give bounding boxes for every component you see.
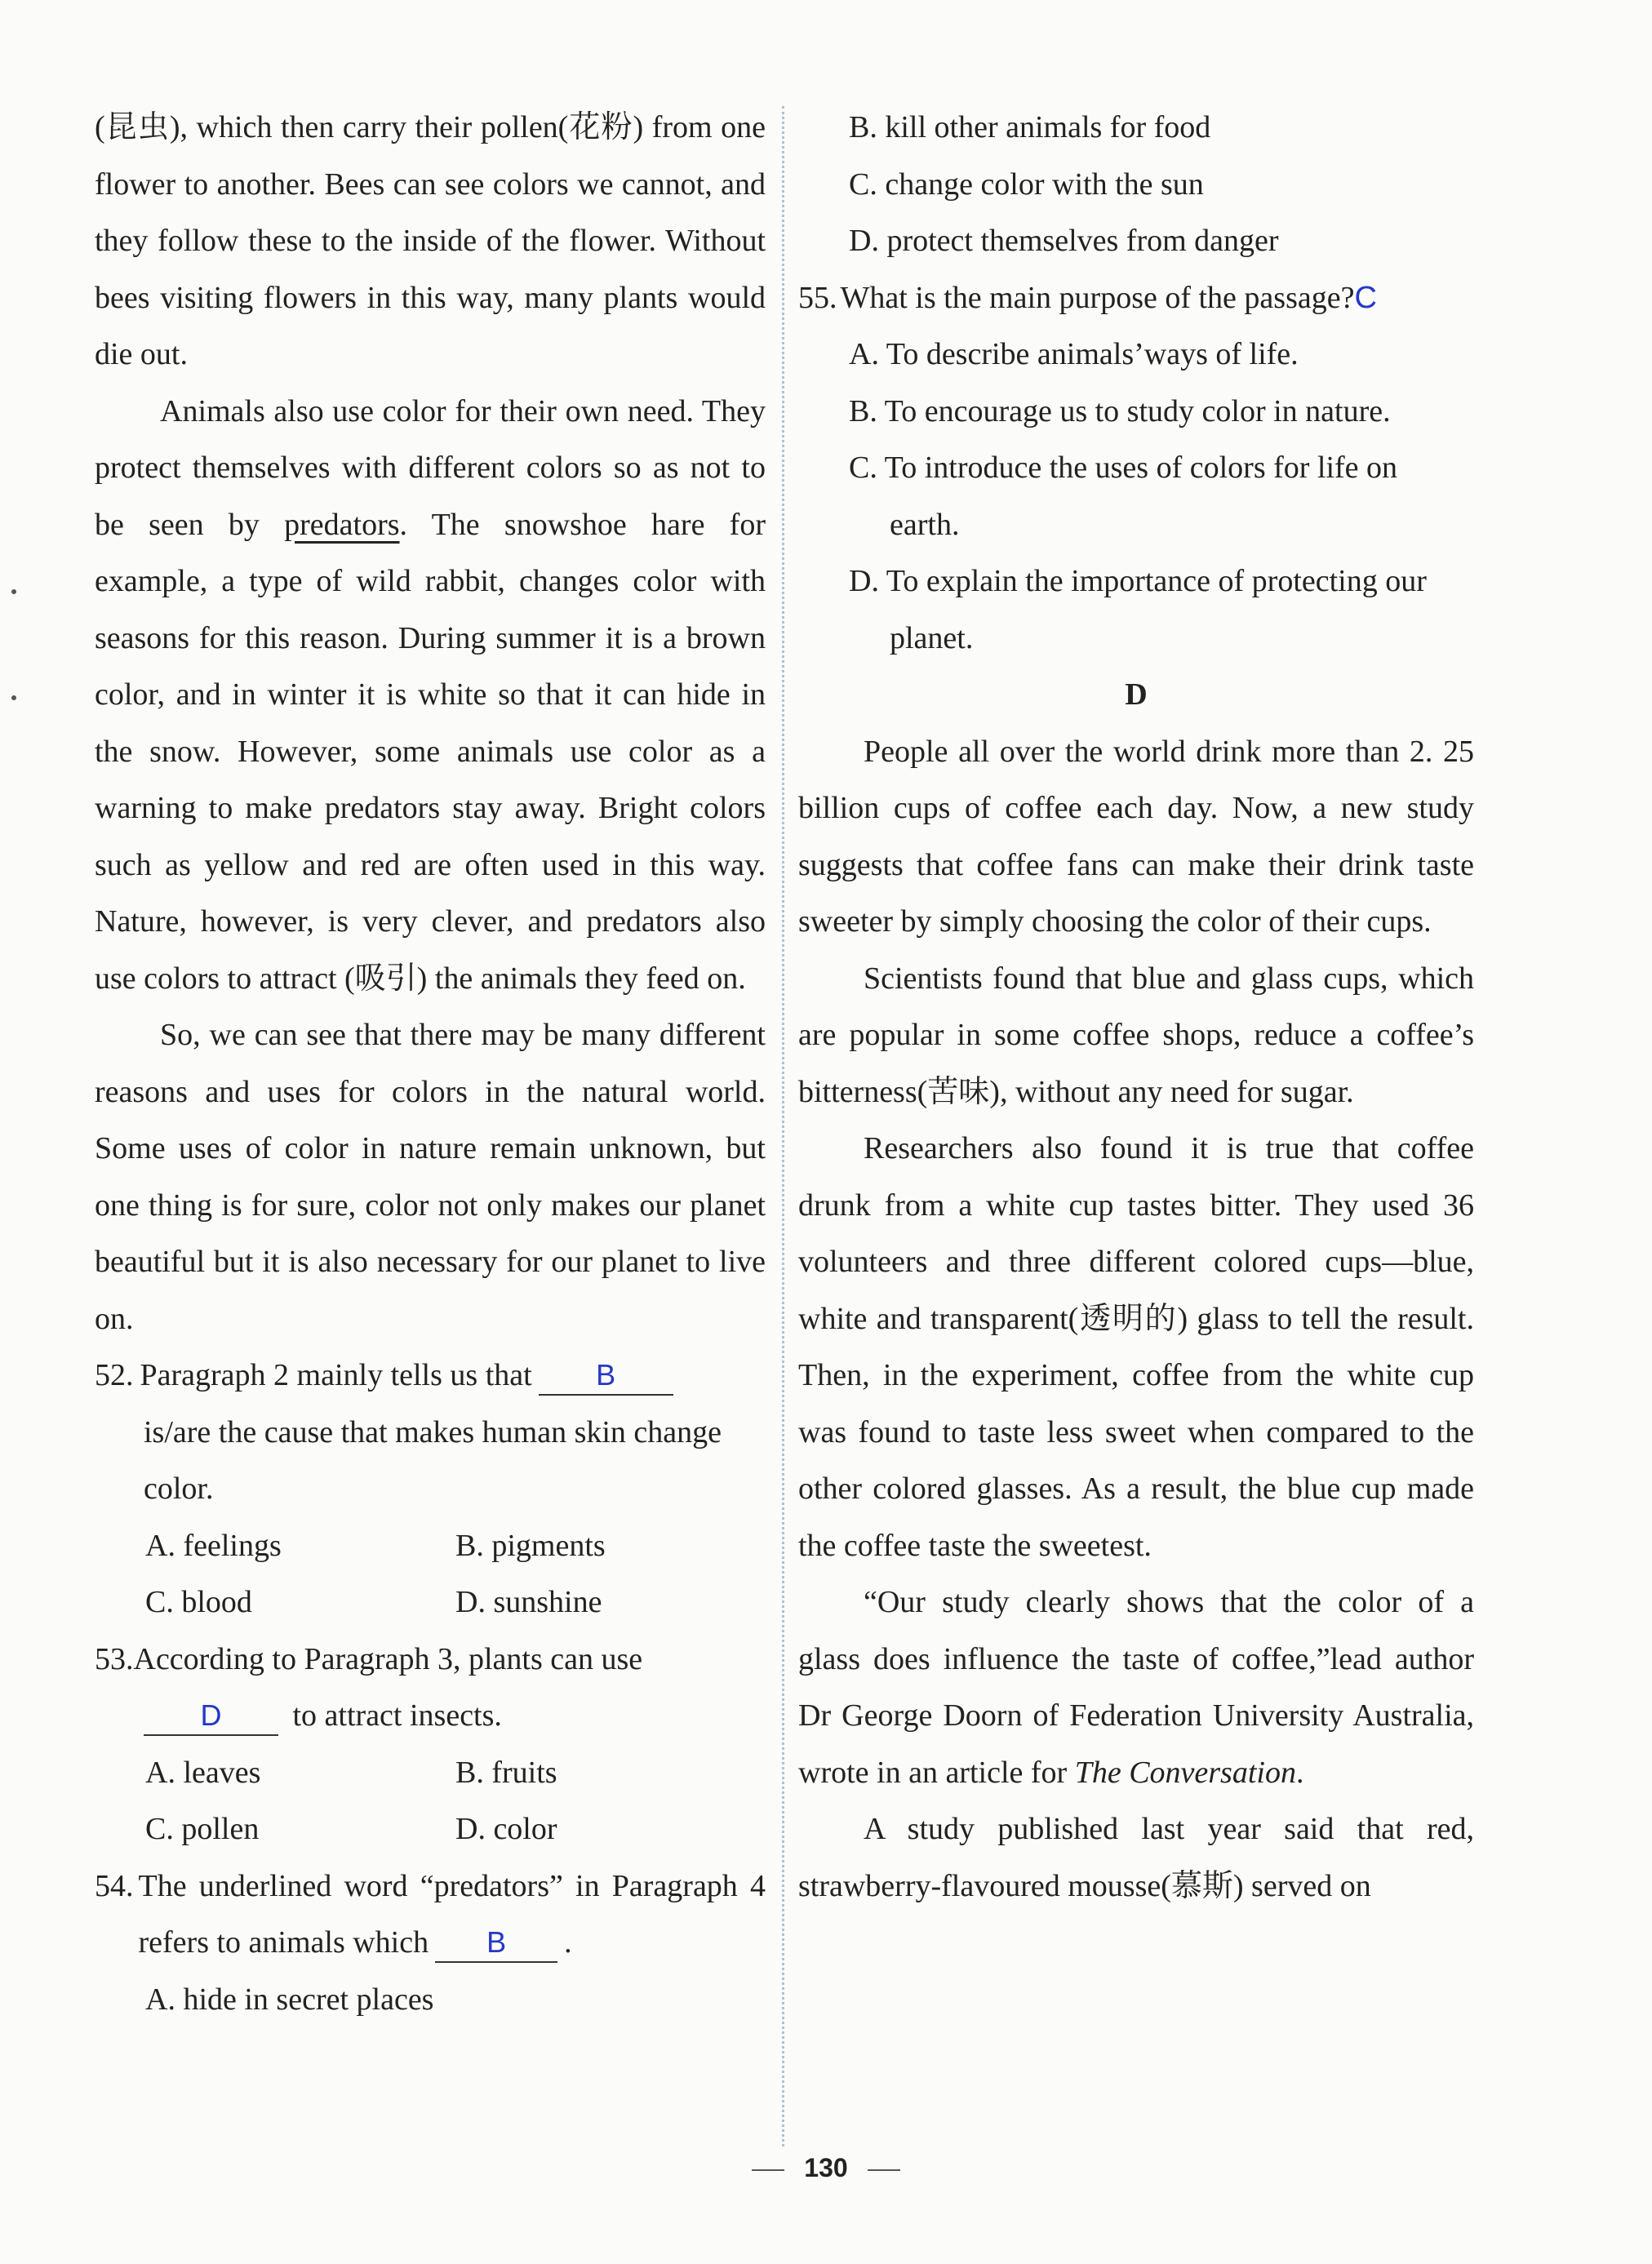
footer-dash (752, 2169, 784, 2171)
margin-dot (11, 695, 16, 700)
option-c[interactable]: C. change color with the sun (849, 166, 1204, 202)
question-55: 55. What is the main purpose of the passage?C A. To describe animals’ways of life. B. To encourage us to study color in nature. C. To introduce the uses of colors for life on earth. D. To explain the importance of protecting our planet. (798, 270, 1474, 668)
options-row (95, 1801, 766, 1858)
option-c[interactable]: C. pollen (145, 1812, 260, 1846)
paragraph-bees: (昆虫), which then carry their pollen(花粉) from one flower to another. Bees can see colors we cannot, and they follow these to the inside of the flower. Without bees visiting flowers in this way, many plants would die out. (95, 110, 766, 371)
page-number: 130 (804, 2153, 848, 2182)
option-d[interactable]: D. To explain the importance of protecting our planet. (849, 564, 1427, 655)
options-row (95, 1745, 766, 1802)
answer-blank[interactable]: D (144, 1697, 278, 1736)
paragraph-conclusion: So, we can see that there may be many different reasons and uses for colors in the natural world. Some uses of color in nature remain unknown, but one thing is for sure, color not only makes our planet beautiful but it is also necessary for our planet to live on. (95, 1018, 766, 1336)
question-stem-continued: is/are the cause that makes human skin change color. (144, 1414, 722, 1506)
column-divider (782, 106, 784, 2146)
right-column (798, 100, 1474, 1915)
option-a[interactable]: A. leaves (145, 1755, 261, 1790)
paragraph-animals: Animals also use color for their own need. They protect themselves with different colors so as not to be seen by predators. The snowshoe hare for example, a type of wild rabbit, changes color with seasons for this reason. During summer it is a brown color, and in winter it is white so that it can hide in the snow. However, some animals use color as a warning to make predators stay away. Bright colors such as yellow and red are often used in this way. Nature, however, is very clever, and predators also use colors to attract (吸引) the animals they feed on. (95, 393, 766, 996)
question-53: 53. According to Paragraph 3, plants can use D to attract insects. A. leaves B. fruits C. pollen D. color (95, 1631, 766, 1858)
margin-dot (11, 589, 16, 594)
option-d[interactable]: D. color (455, 1812, 557, 1846)
question-54: 54. The underlined word “predators” in Paragraph 4 refers to animals which B . A. hide in secret places (95, 1858, 766, 2029)
section-heading: D (1125, 677, 1148, 712)
page-footer (0, 2153, 1652, 2183)
question-number: 54. (95, 1868, 134, 1903)
option-b[interactable]: B. kill other animals for food (849, 110, 1211, 144)
paragraph-quote: “Our study clearly shows that the color of a glass does influence the taste of coffee,”lead author Dr George Doorn of Federation University Australia, wrote in an article for The Conversation. (798, 1585, 1474, 1790)
option-b[interactable]: B. To encourage us to study color in nature. (849, 393, 1391, 428)
handwritten-answer: C (1354, 280, 1377, 315)
paragraph-coffee-intro: People all over the world drink more than 2. 25 billion cups of coffee each day. Now, a new study suggests that coffee fans can make their drink taste sweeter by simply choosing the color of their cups. (798, 734, 1474, 939)
answer-blank[interactable]: B (435, 1924, 557, 1963)
option-c[interactable]: C. To introduce the uses of colors for life on earth. (849, 451, 1398, 542)
paragraph-mousse: A study published last year said that red, strawberry-flavoured mousse(慕斯) served on (798, 1812, 1474, 1903)
option-c[interactable]: C. blood (145, 1585, 252, 1619)
option-a[interactable]: A. feelings (145, 1528, 282, 1563)
footer-dash (868, 2169, 900, 2171)
option-b[interactable]: B. pigments (455, 1528, 606, 1563)
paragraph-researchers: Researchers also found it is true that coffee drunk from a white cup tastes bitter. They used 36 volunteers and three different colored cups—blue, white and transparent(透明的) glass to tell the result. Then, in the experiment, coffee from the white cup was found to taste less sweet when compared to the other colored glasses. As a result, the blue cup made the coffee taste the sweetest. (798, 1131, 1474, 1563)
question-number: 52. (95, 1358, 134, 1392)
publication-title: The Conversation (1074, 1755, 1296, 1790)
question-number: 55. (798, 280, 837, 315)
option-d[interactable]: D. protect themselves from danger (849, 224, 1279, 258)
option-a[interactable]: A. hide in secret places (145, 1982, 434, 2017)
left-column (95, 100, 766, 2028)
underlined-word-predators: predators (284, 507, 400, 542)
option-b[interactable]: B. fruits (455, 1755, 557, 1790)
question-number: 53. (95, 1641, 134, 1676)
options-row (95, 1574, 766, 1631)
question-52: 52. Paragraph 2 mainly tells us that B is/are the cause that makes human skin change color. A. feelings B. pigments C. blood D. sunshine (95, 1347, 766, 1631)
options-row (95, 1518, 766, 1575)
option-d[interactable]: D. sunshine (455, 1585, 602, 1619)
paragraph-scientists: Scientists found that blue and glass cups, which are popular in some coffee shops, reduce a coffee’s bitterness(苦味), without any need for sugar. (798, 961, 1474, 1109)
option-a[interactable]: A. To describe animals’ways of life. (849, 337, 1299, 371)
answer-blank[interactable]: B (539, 1356, 673, 1396)
